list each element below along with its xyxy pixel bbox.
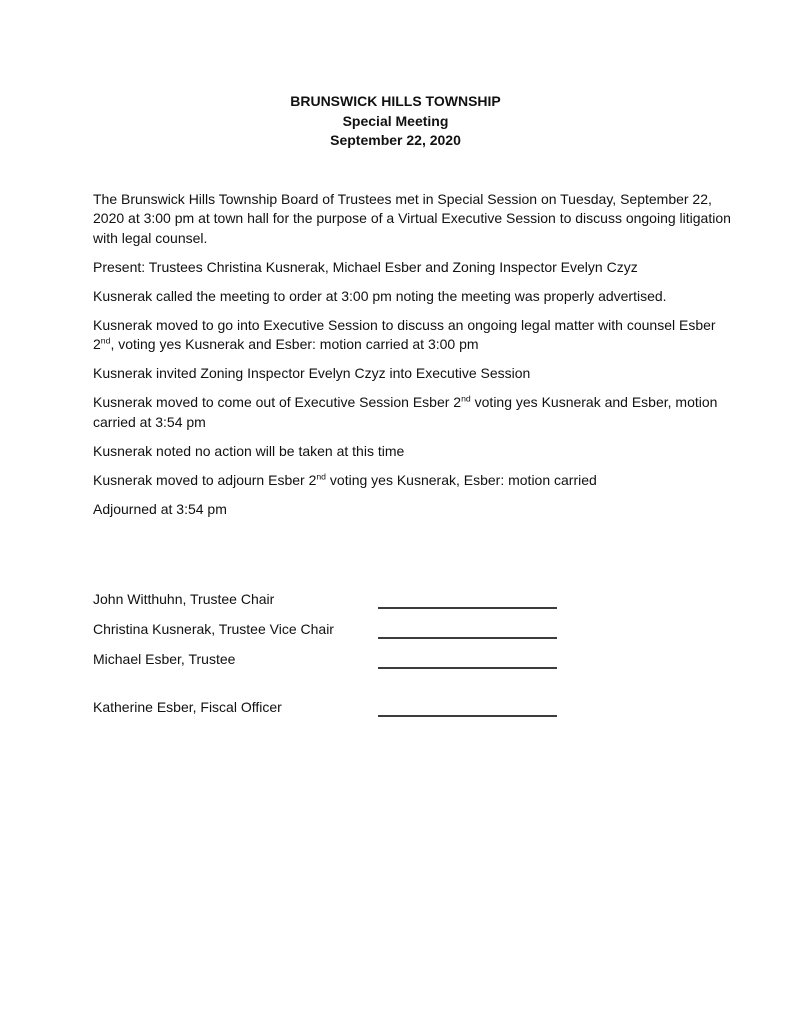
signature-line (378, 653, 557, 669)
paragraph-call-to-order: Kusnerak called the meeting to order at 3:00 pm noting the meeting was properly advertised. (93, 287, 667, 304)
paragraph-enter-executive-session: Kusnerak moved to go into Executive Session to discuss an ongoing legal matter with counsel Esber 2nd, voting yes Kusnerak and Esber: motion carried at 3:00 pm (93, 316, 716, 352)
paragraph-no-action: Kusnerak noted no action will be taken at this time (93, 442, 405, 459)
signatory-name: Christina Kusnerak, Trustee Vice Chair (93, 620, 334, 637)
signature-line (378, 701, 557, 717)
minutes-body (0, 190, 733, 520)
paragraph-intro: The Brunswick Hills Township Board of Trustees met in Special Session on Tuesday, September 22, 2020 at 3:00 pm at town hall for the purpose of a Virtual Executive Session to discuss ongoing litigation with legal counsel. (93, 190, 731, 246)
signature-line (378, 593, 557, 609)
paragraph-invite-zoning-inspector: Kusnerak invited Zoning Inspector Evelyn Czyz into Executive Session (93, 365, 531, 381)
signatory-name: Michael Esber, Trustee (93, 650, 236, 667)
meeting-type: Special Meeting (342, 112, 449, 129)
paragraph-adjourned-time: Adjourned at 3:54 pm (93, 500, 227, 517)
signature-row (93, 619, 791, 639)
meeting-date: September 22, 2020 (330, 132, 461, 148)
signature-block (0, 589, 791, 717)
paragraph-exit-executive-session: Kusnerak moved to come out of Executive Session Esber 2nd voting yes Kusnerak and Esber, motion carried at 3:54 pm (93, 393, 718, 430)
signature-row (93, 589, 791, 609)
signatory-name: Katherine Esber, Fiscal Officer (93, 698, 282, 715)
signature-line (378, 623, 557, 639)
document-header (0, 0, 791, 151)
document-title: BRUNSWICK HILLS TOWNSHIP (290, 93, 501, 109)
paragraph-adjourn-motion: Kusnerak moved to adjourn Esber 2nd voting yes Kusnerak, Esber: motion carried (93, 470, 597, 488)
signatory-name: John Witthuhn, Trustee Chair (93, 590, 275, 607)
paragraph-present: Present: Trustees Christina Kusnerak, Michael Esber and Zoning Inspector Evelyn Czyz (93, 258, 638, 275)
signature-row (93, 697, 791, 717)
signature-row (93, 649, 791, 669)
